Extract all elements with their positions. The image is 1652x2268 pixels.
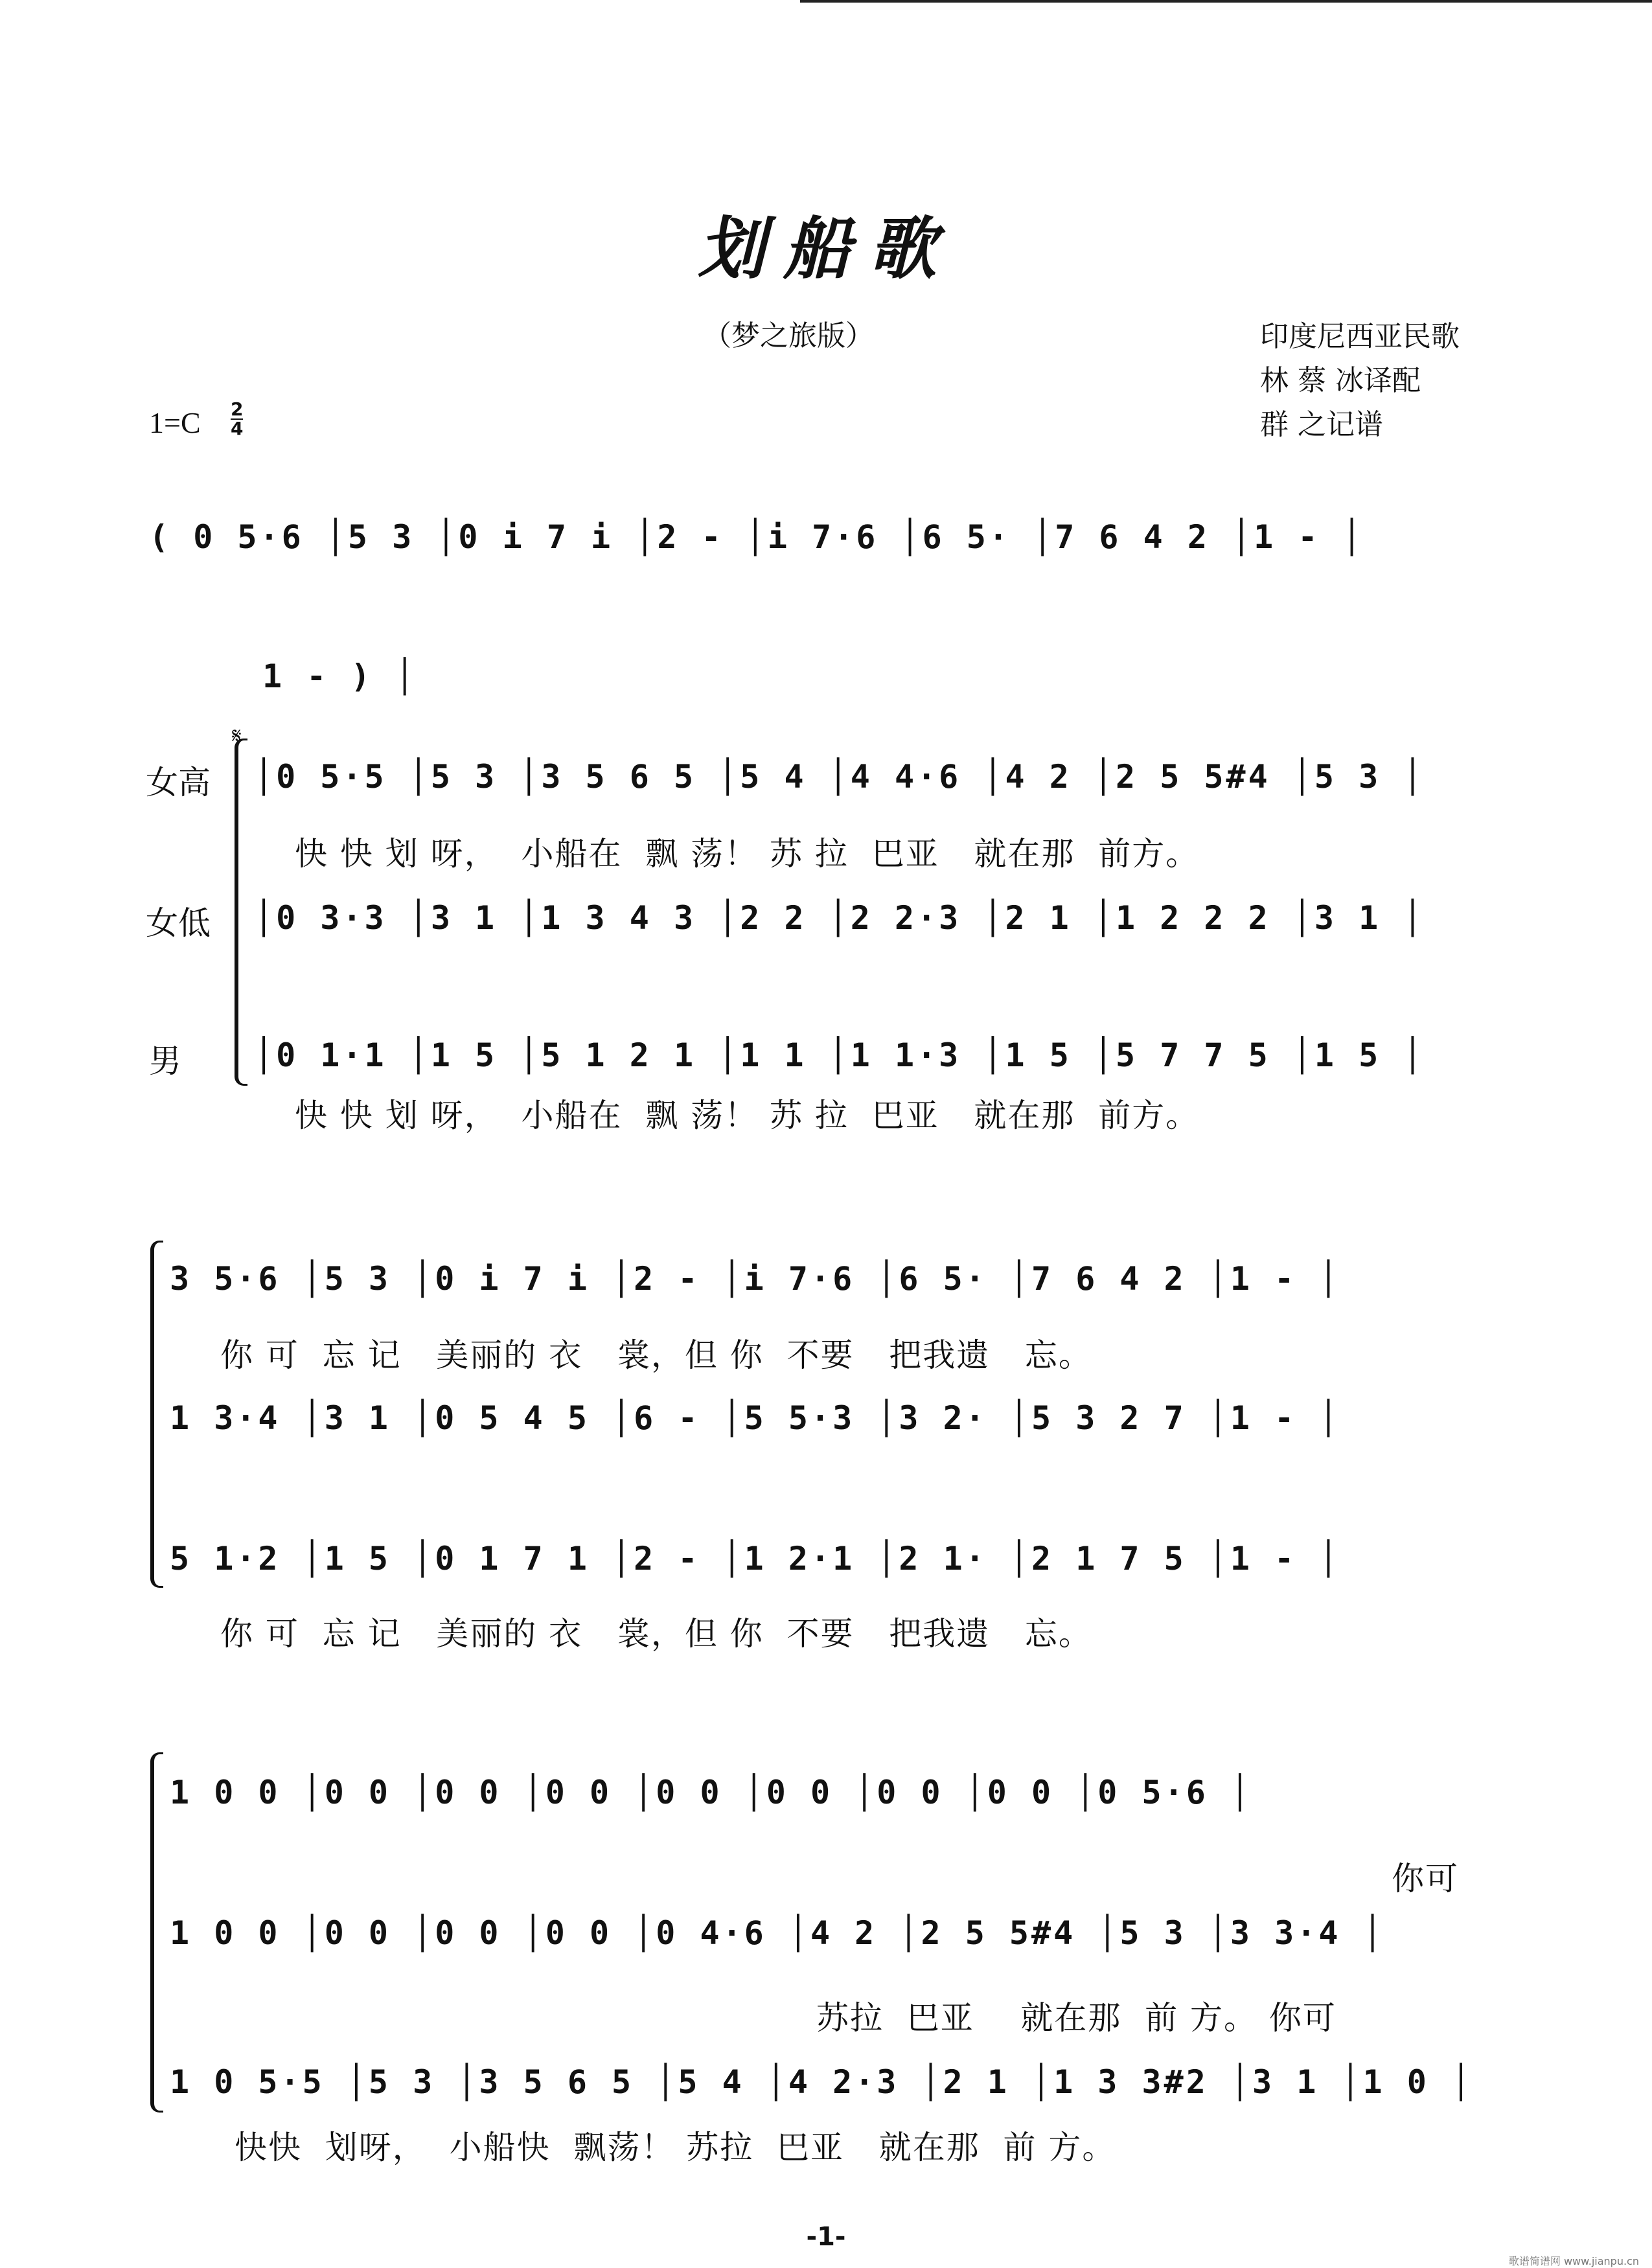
intro-line-2: 1 - ) │ [262, 658, 417, 695]
credits [1260, 315, 1460, 447]
system-1-lyric-lower: 快 快 划 呀， 小船在 飘 荡！ 苏 拉 巴亚 就在那 前方。 [295, 1097, 1200, 1134]
page-number: -1- [806, 2222, 846, 2252]
system-3-soprano: 1 0 0 │0 0 │0 0 │0 0 │0 0 │0 0 │0 0 │0 0 │0 5·6 │ [170, 1774, 1253, 1811]
credit-translators: 林 蔡 冰译配 [1260, 364, 1421, 397]
system-3-brace [150, 1752, 163, 2113]
system-2-lyric-lower: 你 可 忘 记 美丽的 衣 裳，但 你 不要 把我遗 忘。 [220, 1615, 1092, 1653]
part-label-alto: 女低 [146, 904, 211, 942]
system-1-alto: │0 3·3 │3 1 │1 3 4 3 │2 2 │2 2·3 │2 1 │1 2 2 2 │3 1 │ [254, 899, 1425, 937]
system-1-soprano: │0 5·5 │5 3 │3 5 6 5 │5 4 │4 4·6 │4 2 │2 5 5#4 │5 3 │ [254, 758, 1425, 796]
system-3-alto: 1 0 0 │0 0 │0 0 │0 0 │0 4·6 │4 2 │2 5 5#4 │5 3 │3 3·4 │ [170, 1914, 1385, 1952]
system-3-lyric-alto: 苏拉 巴亚 就在那 前 方。 你可 [816, 1999, 1337, 2037]
system-1-brace [235, 739, 247, 1086]
key-signature: 1=C [149, 406, 201, 439]
system-2-brace [150, 1241, 163, 1588]
system-1-male: │0 1·1 │1 5 │5 1 2 1 │1 1 │1 1·3 │1 5 │5 7 7 5 │1 5 │ [254, 1037, 1425, 1074]
part-label-soprano: 女高 [146, 764, 211, 801]
watermark: 歌谱简谱网 www.jianpu.cn [1508, 2255, 1639, 2267]
segno-sign: 𝄋 [232, 723, 242, 749]
time-bottom: 4 [231, 418, 244, 439]
time-signature [231, 400, 243, 438]
time-top: 2 [231, 398, 244, 420]
credit-transcriber: 群 之记谱 [1260, 408, 1383, 441]
subtitle: （梦之旅版） [703, 319, 874, 352]
intro-line-1: ( 0 5·6 │5 3 │0 i 7 i │2 - │i 7·6 │6 5· │7 6 4 2 │1 - │ [149, 518, 1364, 556]
system-1-lyric-upper: 快 快 划 呀， 小船在 飘 荡！ 苏 拉 巴亚 就在那 前方。 [295, 835, 1200, 873]
system-2-alto: 1 3·4 │3 1 │0 5 4 5 │6 - │5 5·3 │3 2· │5 3 2 7 │1 - │ [170, 1399, 1341, 1437]
system-3-male: 1 0 5·5 │5 3 │3 5 6 5 │5 4 │4 2·3 │2 1 │1 3 3#2 │3 1 │1 0 │ [170, 2063, 1474, 2101]
system-2-lyric-upper: 你 可 忘 记 美丽的 衣 裳，但 你 不要 把我遗 忘。 [220, 1336, 1092, 1374]
credit-origin: 印度尼西亚民歌 [1260, 320, 1460, 353]
top-rule [800, 0, 1652, 3]
system-2-soprano: 3 5·6 │5 3 │0 i 7 i │2 - │i 7·6 │6 5· │7 6 4 2 │1 - │ [170, 1260, 1341, 1298]
part-label-male: 男 [149, 1042, 181, 1080]
page-title: 划船歌 [697, 209, 954, 288]
system-2-male: 5 1·2 │1 5 │0 1 7 1 │2 - │1 2·1 │2 1· │2 1 7 5 │1 - │ [170, 1540, 1341, 1577]
system-3-lyric-male: 快快 划呀， 小船快 飘荡！ 苏拉 巴亚 就在那 前 方。 [235, 2129, 1116, 2166]
system-3-lyric-soprano: 你可 [1392, 1860, 1459, 1897]
